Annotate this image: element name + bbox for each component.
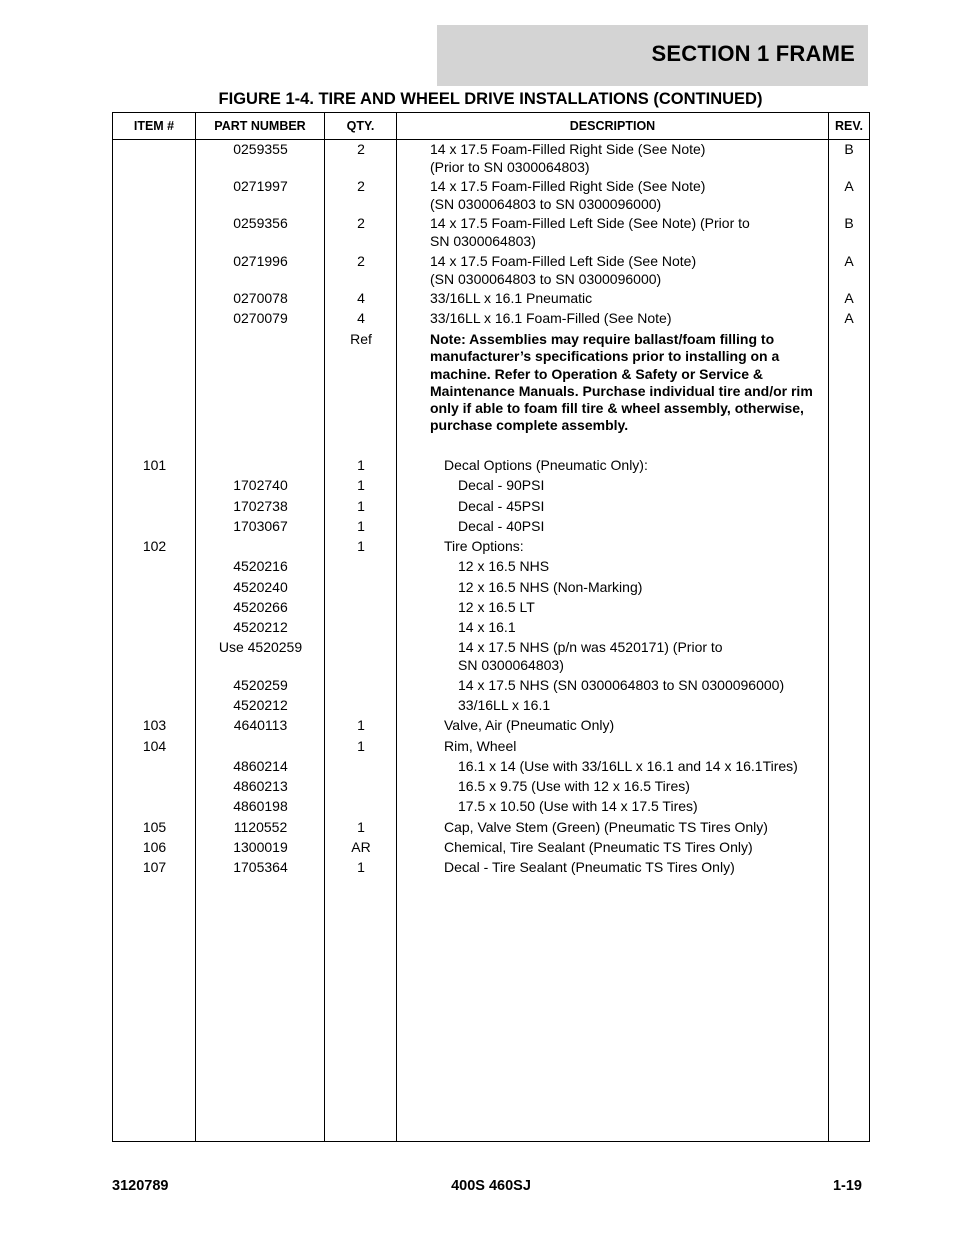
item-cell: 101 <box>142 457 167 473</box>
part-number-cell: 4860198 <box>233 798 288 814</box>
rev-cell: A <box>844 253 854 269</box>
description-cell: Chemical, Tire Sealant (Pneumatic TS Tires Only) <box>444 839 753 855</box>
qty-cell: 4 <box>357 310 365 326</box>
description-cell: Decal Options (Pneumatic Only): <box>444 457 648 473</box>
part-number-cell: 1702738 <box>233 498 288 514</box>
description-cell: 14 x 17.5 NHS (SN 0300064803 to SN 0300096000) <box>458 677 785 693</box>
part-number-cell: 0271996 <box>233 253 288 269</box>
qty-cell: Ref <box>350 331 372 347</box>
rev-cell: B <box>844 141 854 157</box>
description-cell: 14 x 17.5 Foam-Filled Right Side (See Note) (SN 0300064803 to SN 0300096000) <box>430 178 706 212</box>
qty-cell: 1 <box>357 538 365 554</box>
item-cell: 106 <box>142 839 167 855</box>
item-cell: 105 <box>142 819 167 835</box>
part-number-cell: 0259355 <box>233 141 288 157</box>
part-number-cell: 1300019 <box>233 839 288 855</box>
qty-cell: 1 <box>357 717 365 733</box>
description-cell: 33/16LL x 16.1 Pneumatic <box>430 290 593 306</box>
qty-cell: 1 <box>357 518 365 534</box>
part-number-cell: Use 4520259 <box>218 639 303 655</box>
description-cell: 17.5 x 10.50 (Use with 14 x 17.5 Tires) <box>458 798 698 814</box>
part-number-cell: 4520240 <box>233 579 288 595</box>
part-number-cell: 0259356 <box>233 215 288 231</box>
description-cell: 12 x 16.5 LT <box>458 599 535 615</box>
description-cell: 12 x 16.5 NHS <box>458 558 550 574</box>
part-number-cell: 1703067 <box>233 518 288 534</box>
description-cell: Note: Assemblies may require ballast/foam filling to manufacturer’s specifications prior to installing on a machine. Refer to Operation & Safety or Service & Maintenance Manuals. Purchase individual tire and/or rim only if able to foam fill tire & wheel assembly, otherwise, purchase complete assembly. <box>430 331 813 434</box>
description-cell: 12 x 16.5 NHS (Non-Marking) <box>458 579 643 595</box>
rev-cell: B <box>844 215 854 231</box>
qty-cell: 1 <box>357 819 365 835</box>
description-cell: 33/16LL x 16.1 Foam-Filled (See Note) <box>430 310 672 326</box>
description-cell: Decal - 45PSI <box>458 498 545 514</box>
part-number-cell: 4520212 <box>233 619 288 635</box>
part-number-cell: 1702740 <box>233 477 288 493</box>
description-cell: Rim, Wheel <box>444 738 517 754</box>
part-number-cell: 4860213 <box>233 778 288 794</box>
parts-table <box>112 112 870 1142</box>
figure-title: FIGURE 1-4. TIRE AND WHEEL DRIVE INSTALLATIONS (CONTINUED) <box>218 90 763 108</box>
qty-cell: 1 <box>357 738 365 754</box>
qty-cell: AR <box>351 839 371 855</box>
item-cell: 102 <box>142 538 167 554</box>
part-number-cell: 1705364 <box>233 859 288 875</box>
page-number: 1-19 <box>832 1178 862 1194</box>
qty-cell: 2 <box>357 215 365 231</box>
part-number-cell: 4520259 <box>233 677 288 693</box>
qty-cell: 2 <box>357 141 365 157</box>
item-cell: 107 <box>142 859 167 875</box>
description-cell: 14 x 17.5 NHS (p/n was 4520171) (Prior to SN 0300064803) <box>458 639 723 673</box>
doc-number: 3120789 <box>112 1178 169 1194</box>
header-item: ITEM # <box>133 119 175 133</box>
description-cell: 14 x 17.5 Foam-Filled Right Side (See Note) (Prior to SN 0300064803) <box>430 141 706 175</box>
part-number-cell: 4520266 <box>233 599 288 615</box>
rev-cell: A <box>844 178 854 194</box>
description-cell: Decal - 40PSI <box>458 518 545 534</box>
qty-cell: 1 <box>357 477 365 493</box>
model-name: 400S 460SJ <box>451 1178 531 1194</box>
description-cell: Decal - 90PSI <box>458 477 545 493</box>
part-number-cell: 4640113 <box>233 717 288 733</box>
header-rev: REV. <box>834 119 864 133</box>
part-number-cell: 0271997 <box>233 178 288 194</box>
description-cell: 16.5 x 9.75 (Use with 12 x 16.5 Tires) <box>458 778 690 794</box>
description-cell: 14 x 17.5 Foam-Filled Left Side (See Note) (SN 0300064803 to SN 0300096000) <box>430 253 697 287</box>
rev-cell: A <box>844 290 854 306</box>
description-cell: Cap, Valve Stem (Green) (Pneumatic TS Tires Only) <box>444 819 768 835</box>
description-cell: Valve, Air (Pneumatic Only) <box>444 717 615 733</box>
qty-cell: 1 <box>357 457 365 473</box>
section-title: SECTION 1 FRAME <box>651 41 855 66</box>
part-number-cell: 4860214 <box>233 758 288 774</box>
qty-cell: 4 <box>357 290 365 306</box>
description-cell: 33/16LL x 16.1 <box>458 697 551 713</box>
part-number-cell: 4520216 <box>233 558 288 574</box>
qty-cell: 1 <box>357 859 365 875</box>
part-number-cell: 0270078 <box>233 290 288 306</box>
part-number-cell: 4520212 <box>233 697 288 713</box>
part-number-cell: 0270079 <box>233 310 288 326</box>
description-cell: Decal - Tire Sealant (Pneumatic TS Tires Only) <box>444 859 735 875</box>
header-divider <box>113 139 869 140</box>
item-cell: 104 <box>142 738 167 754</box>
description-cell: 14 x 16.1 <box>458 619 516 635</box>
description-cell: 14 x 17.5 Foam-Filled Left Side (See Note) (Prior to SN 0300064803) <box>430 215 750 249</box>
header-description: DESCRIPTION <box>569 119 656 133</box>
header-qty: QTY. <box>346 119 375 133</box>
description-cell: Tire Options: <box>444 538 524 554</box>
qty-cell: 2 <box>357 178 365 194</box>
section-header <box>437 25 868 86</box>
qty-cell: 1 <box>357 498 365 514</box>
qty-cell: 2 <box>357 253 365 269</box>
item-cell: 103 <box>142 717 167 733</box>
rev-cell: A <box>844 310 854 326</box>
part-number-cell: 1120552 <box>233 819 288 835</box>
header-part-number: PART NUMBER <box>214 119 306 133</box>
description-cell: 16.1 x 14 (Use with 33/16LL x 16.1 and 14 x 16.1Tires) <box>458 758 798 774</box>
